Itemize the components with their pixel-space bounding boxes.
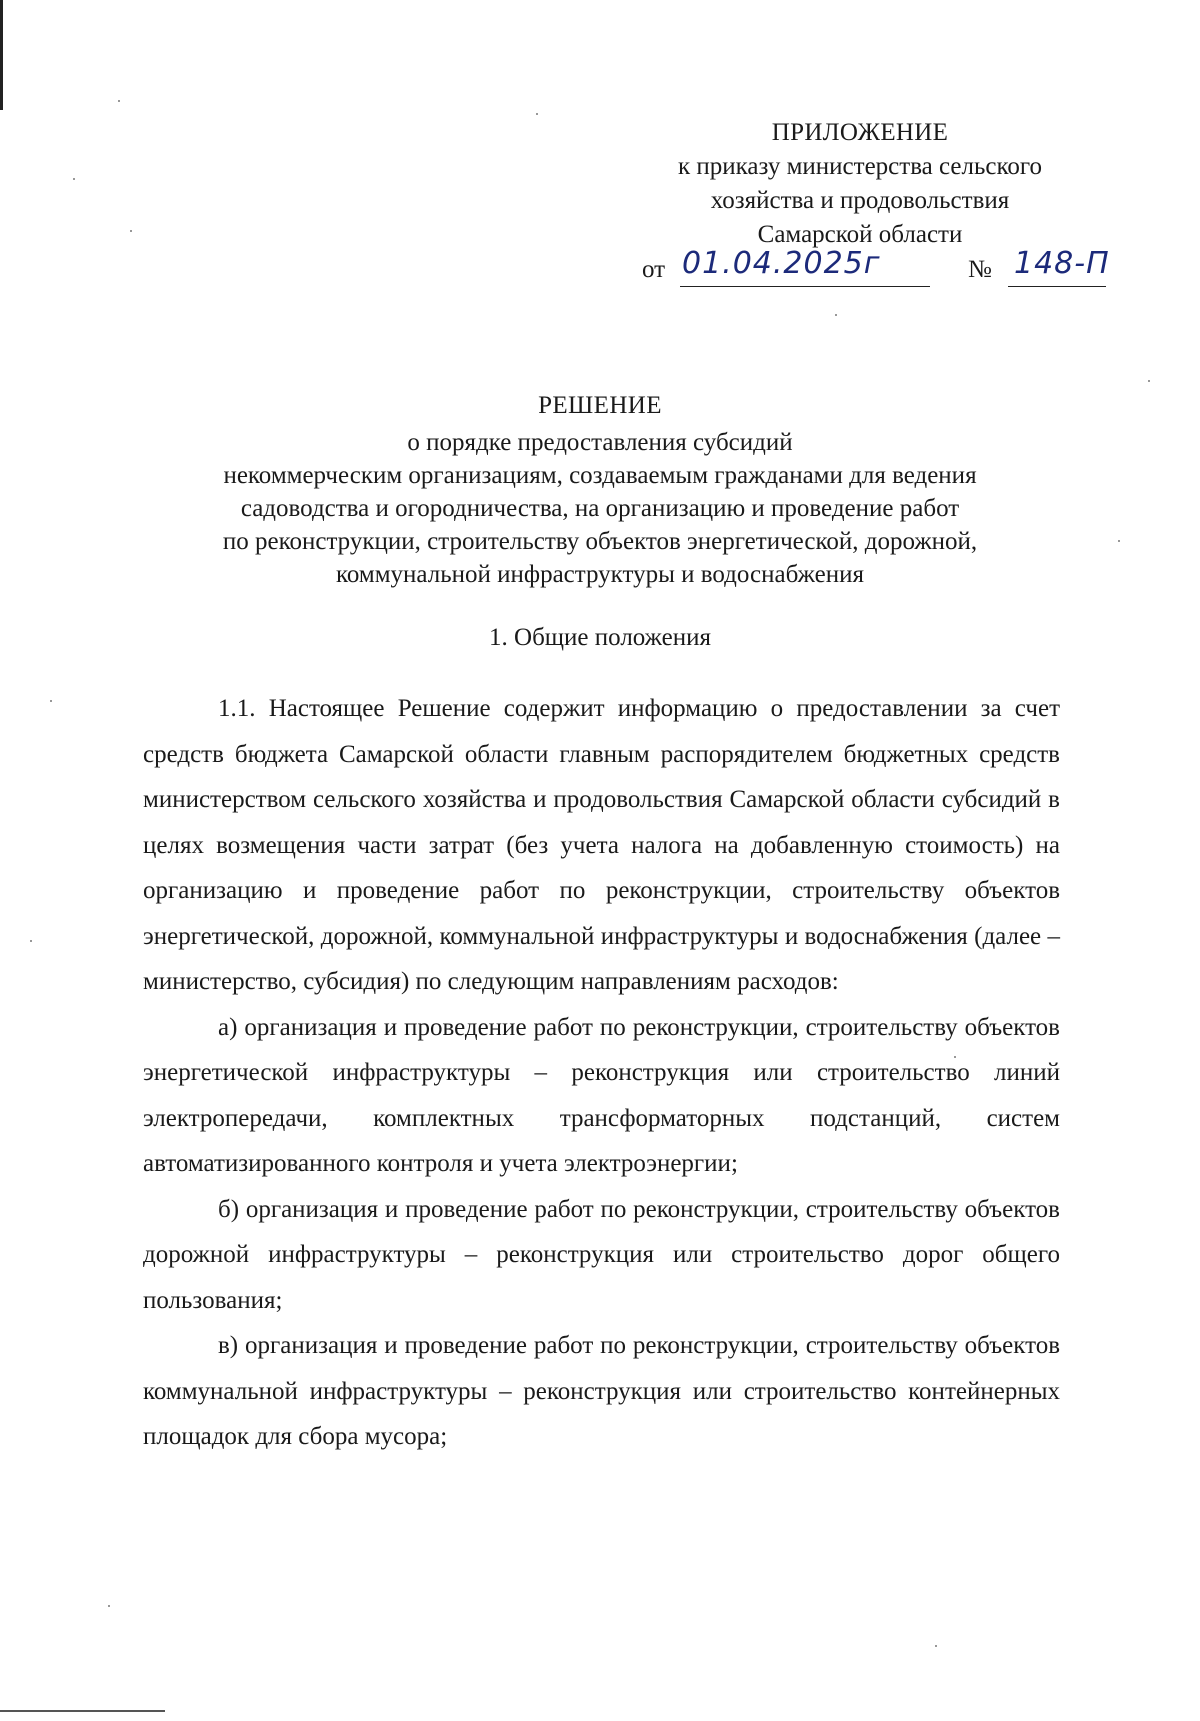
appendix-line: к приказу министерства сельского bbox=[677, 153, 1042, 180]
decision-subtitle-line: некоммерческим организациям, создаваемым гражданами для ведения bbox=[223, 462, 977, 489]
scan-speck bbox=[1118, 540, 1120, 542]
handwritten-date: 01.04.2025г bbox=[682, 246, 881, 281]
decision-subtitle-line: садоводства и огородничества, на организацию и проведение работ bbox=[240, 495, 960, 522]
footer-edge-line bbox=[0, 1710, 165, 1712]
decision-title-block bbox=[120, 386, 1080, 591]
paragraph: в) организация и проведение работ по реконструкции, строительству объектов коммунальной инфраструктуры – реконструкция или строительство контейнерных площадок для сбора мусора; bbox=[143, 1332, 1060, 1450]
scan-speck bbox=[108, 1605, 110, 1607]
scan-speck bbox=[130, 230, 132, 232]
appendix-heading: ПРИЛОЖЕНИЕ bbox=[771, 119, 949, 146]
decision-subtitle-line: коммунальной инфраструктуры и водоснабжения bbox=[336, 561, 864, 588]
scan-speck bbox=[1148, 380, 1150, 382]
binding-edge-line bbox=[0, 0, 3, 110]
order-date-number bbox=[642, 246, 1112, 290]
section-title: 1. Общие положения bbox=[489, 624, 711, 651]
scan-speck bbox=[835, 314, 837, 316]
decision-heading: РЕШЕНИЕ bbox=[538, 392, 662, 419]
scan-speck bbox=[118, 100, 120, 102]
scan-speck bbox=[50, 700, 52, 702]
paragraph: 1.1. Настоящее Решение содержит информацию о предоставлении за счет средств бюджета Самарской области главным распорядителем бюджетных средств министерством сельского хозяйства и продовольствия Самарской области субсидий в целях возмещения части затрат (без учета налога на добавленную стоимость) на организацию и проведение работ по реконструкции, строительству объектов энергетической, дорожной, коммунальной инфраструктуры и водоснабжения (далее – министерство, субсидия) по следующим направлениям расходов: bbox=[143, 695, 1060, 995]
appendix-block bbox=[620, 116, 1100, 252]
decision-subtitle-line: по реконструкции, строительству объектов энергетической, дорожной, bbox=[222, 528, 978, 555]
scan-speck bbox=[30, 940, 32, 942]
body-text bbox=[143, 686, 1060, 1460]
decision-subtitle-line: о порядке предоставления субсидий bbox=[407, 429, 793, 456]
scan-speck bbox=[935, 1645, 937, 1647]
scan-speck bbox=[73, 178, 75, 180]
date-prefix: от bbox=[642, 256, 666, 283]
appendix-line: Самарской области bbox=[757, 221, 963, 248]
appendix-line: хозяйства и продовольствия bbox=[710, 187, 1010, 214]
number-underline bbox=[1008, 286, 1106, 287]
handwritten-number: 148-П bbox=[1014, 246, 1110, 281]
date-underline bbox=[680, 286, 930, 287]
scan-speck bbox=[536, 113, 538, 115]
paragraph: а) организация и проведение работ по реконструкции, строительству объектов энергетической инфраструктуры – реконструкция или строительство линий электропередачи, комплектных трансформаторных подстанций, систем автоматизированного контроля и учета электроэнергии; bbox=[143, 1013, 1060, 1177]
number-prefix: № bbox=[968, 256, 992, 283]
paragraph: б) организация и проведение работ по реконструкции, строительству объектов дорожной инфраструктуры – реконструкция или строительство дорог общего пользования; bbox=[143, 1195, 1060, 1314]
